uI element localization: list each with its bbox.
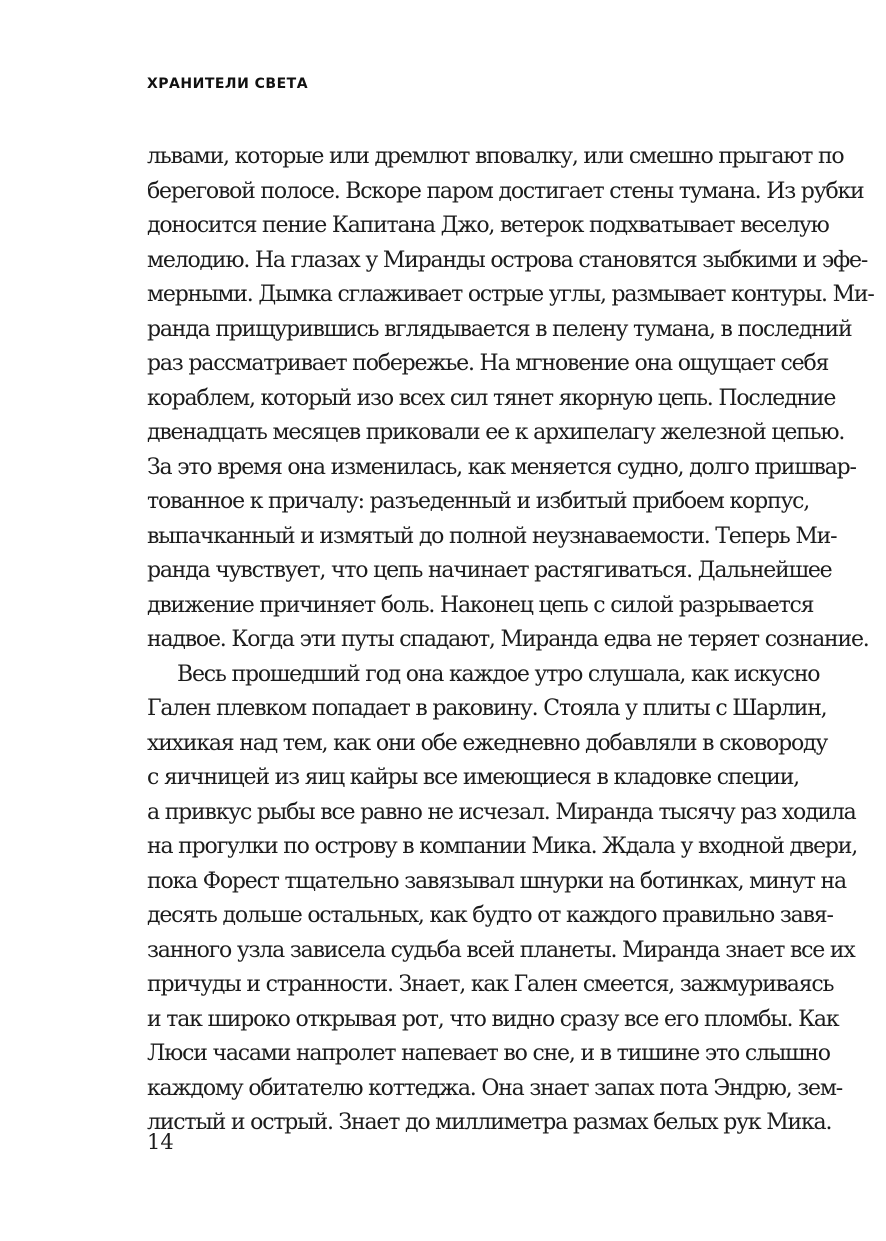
text-line: Весь прошедший год она каждое утро слушала, как искусно — [177, 661, 820, 687]
paragraph-2 — [147, 658, 858, 1141]
text-line: а привкус рыбы все равно не исчезал. Миранда тысячу раз ходила — [147, 799, 856, 825]
body-text — [147, 140, 874, 1141]
text-line: За это время она изменилась, как меняется судно, долго пришвар- — [147, 454, 856, 480]
text-line: на прогулки по острову в компании Мика. Ждала у входной двери, — [147, 834, 858, 859]
text-line: доносится пение Капитана Джо, ветерок подхватывает веселую — [147, 213, 829, 238]
text-line: надвое. Когда эти путы спадают, Миранда едва не теряет сознание. — [147, 627, 869, 652]
text-line: и так широко открывая рот, что видно сразу все его пломбы. Как — [147, 1006, 839, 1032]
page-number: 14 — [147, 1130, 174, 1154]
text-line: мерными. Дымка сглаживает острые углы, размывает контуры. Ми- — [147, 282, 874, 307]
text-line: выпачканный и измятый до полной неузнаваемости. Теперь Ми- — [147, 523, 837, 549]
text-line: тованное к причалу: разъеденный и избитый прибоем корпус, — [147, 489, 810, 514]
text-line: Люси часами напролет напевает во сне, и в тишине это слышно — [147, 1041, 830, 1066]
text-line: кораблем, который изо всех сил тянет якорную цепь. Последние — [147, 385, 836, 411]
running-head: ХРАНИТЕЛИ СВЕТА — [147, 76, 309, 92]
text-line: львами, которые или дремлют вповалку, или смешно прыгают по — [147, 144, 844, 169]
text-line: ранда прищурившись вглядывается в пелену тумана, в последний — [147, 316, 852, 342]
text-line: движение причиняет боль. Наконец цепь с силой разрывается — [147, 592, 814, 618]
text-line: ранда чувствует, что цепь начинает растягиваться. Дальнейшее — [147, 558, 832, 583]
text-line: раз рассматривает побережье. На мгновение она ощущает себя — [147, 351, 829, 376]
text-line: береговой полосе. Вскоре паром достигает стены тумана. Из рубки — [147, 178, 864, 204]
text-line: десять дольше остальных, как будто от каждого правильно завя- — [147, 903, 833, 928]
text-line: Гален плевком попадает в раковину. Стояла у плиты с Шарлин, — [147, 696, 827, 721]
text-line: листый и острый. Знает до миллиметра размах белых рук Мика. — [147, 1110, 832, 1135]
text-line: хихикая над тем, как они обе ежедневно добавляли в сковороду — [147, 730, 828, 756]
text-line: мелодию. На глазах у Миранды острова становятся зыбкими и эфе- — [147, 247, 868, 273]
text-line: двенадцать месяцев приковали ее к архипелагу железной цепью. — [147, 420, 845, 445]
text-line: пока Форест тщательно завязывал шнурки на ботинках, минут на — [147, 868, 846, 894]
text-line: занного узла зависела судьба всей планеты. Миранда знает все их — [147, 937, 855, 963]
text-line: с яичницей из яиц кайры все имеющиеся в кладовке специи, — [147, 765, 799, 790]
text-line: каждому обитателю коттеджа. Она знает запах пота Эндрю, зем- — [147, 1075, 843, 1101]
paragraph-1 — [147, 140, 874, 658]
text-line: причуды и странности. Знает, как Гален смеется, зажмуриваясь — [147, 972, 834, 997]
